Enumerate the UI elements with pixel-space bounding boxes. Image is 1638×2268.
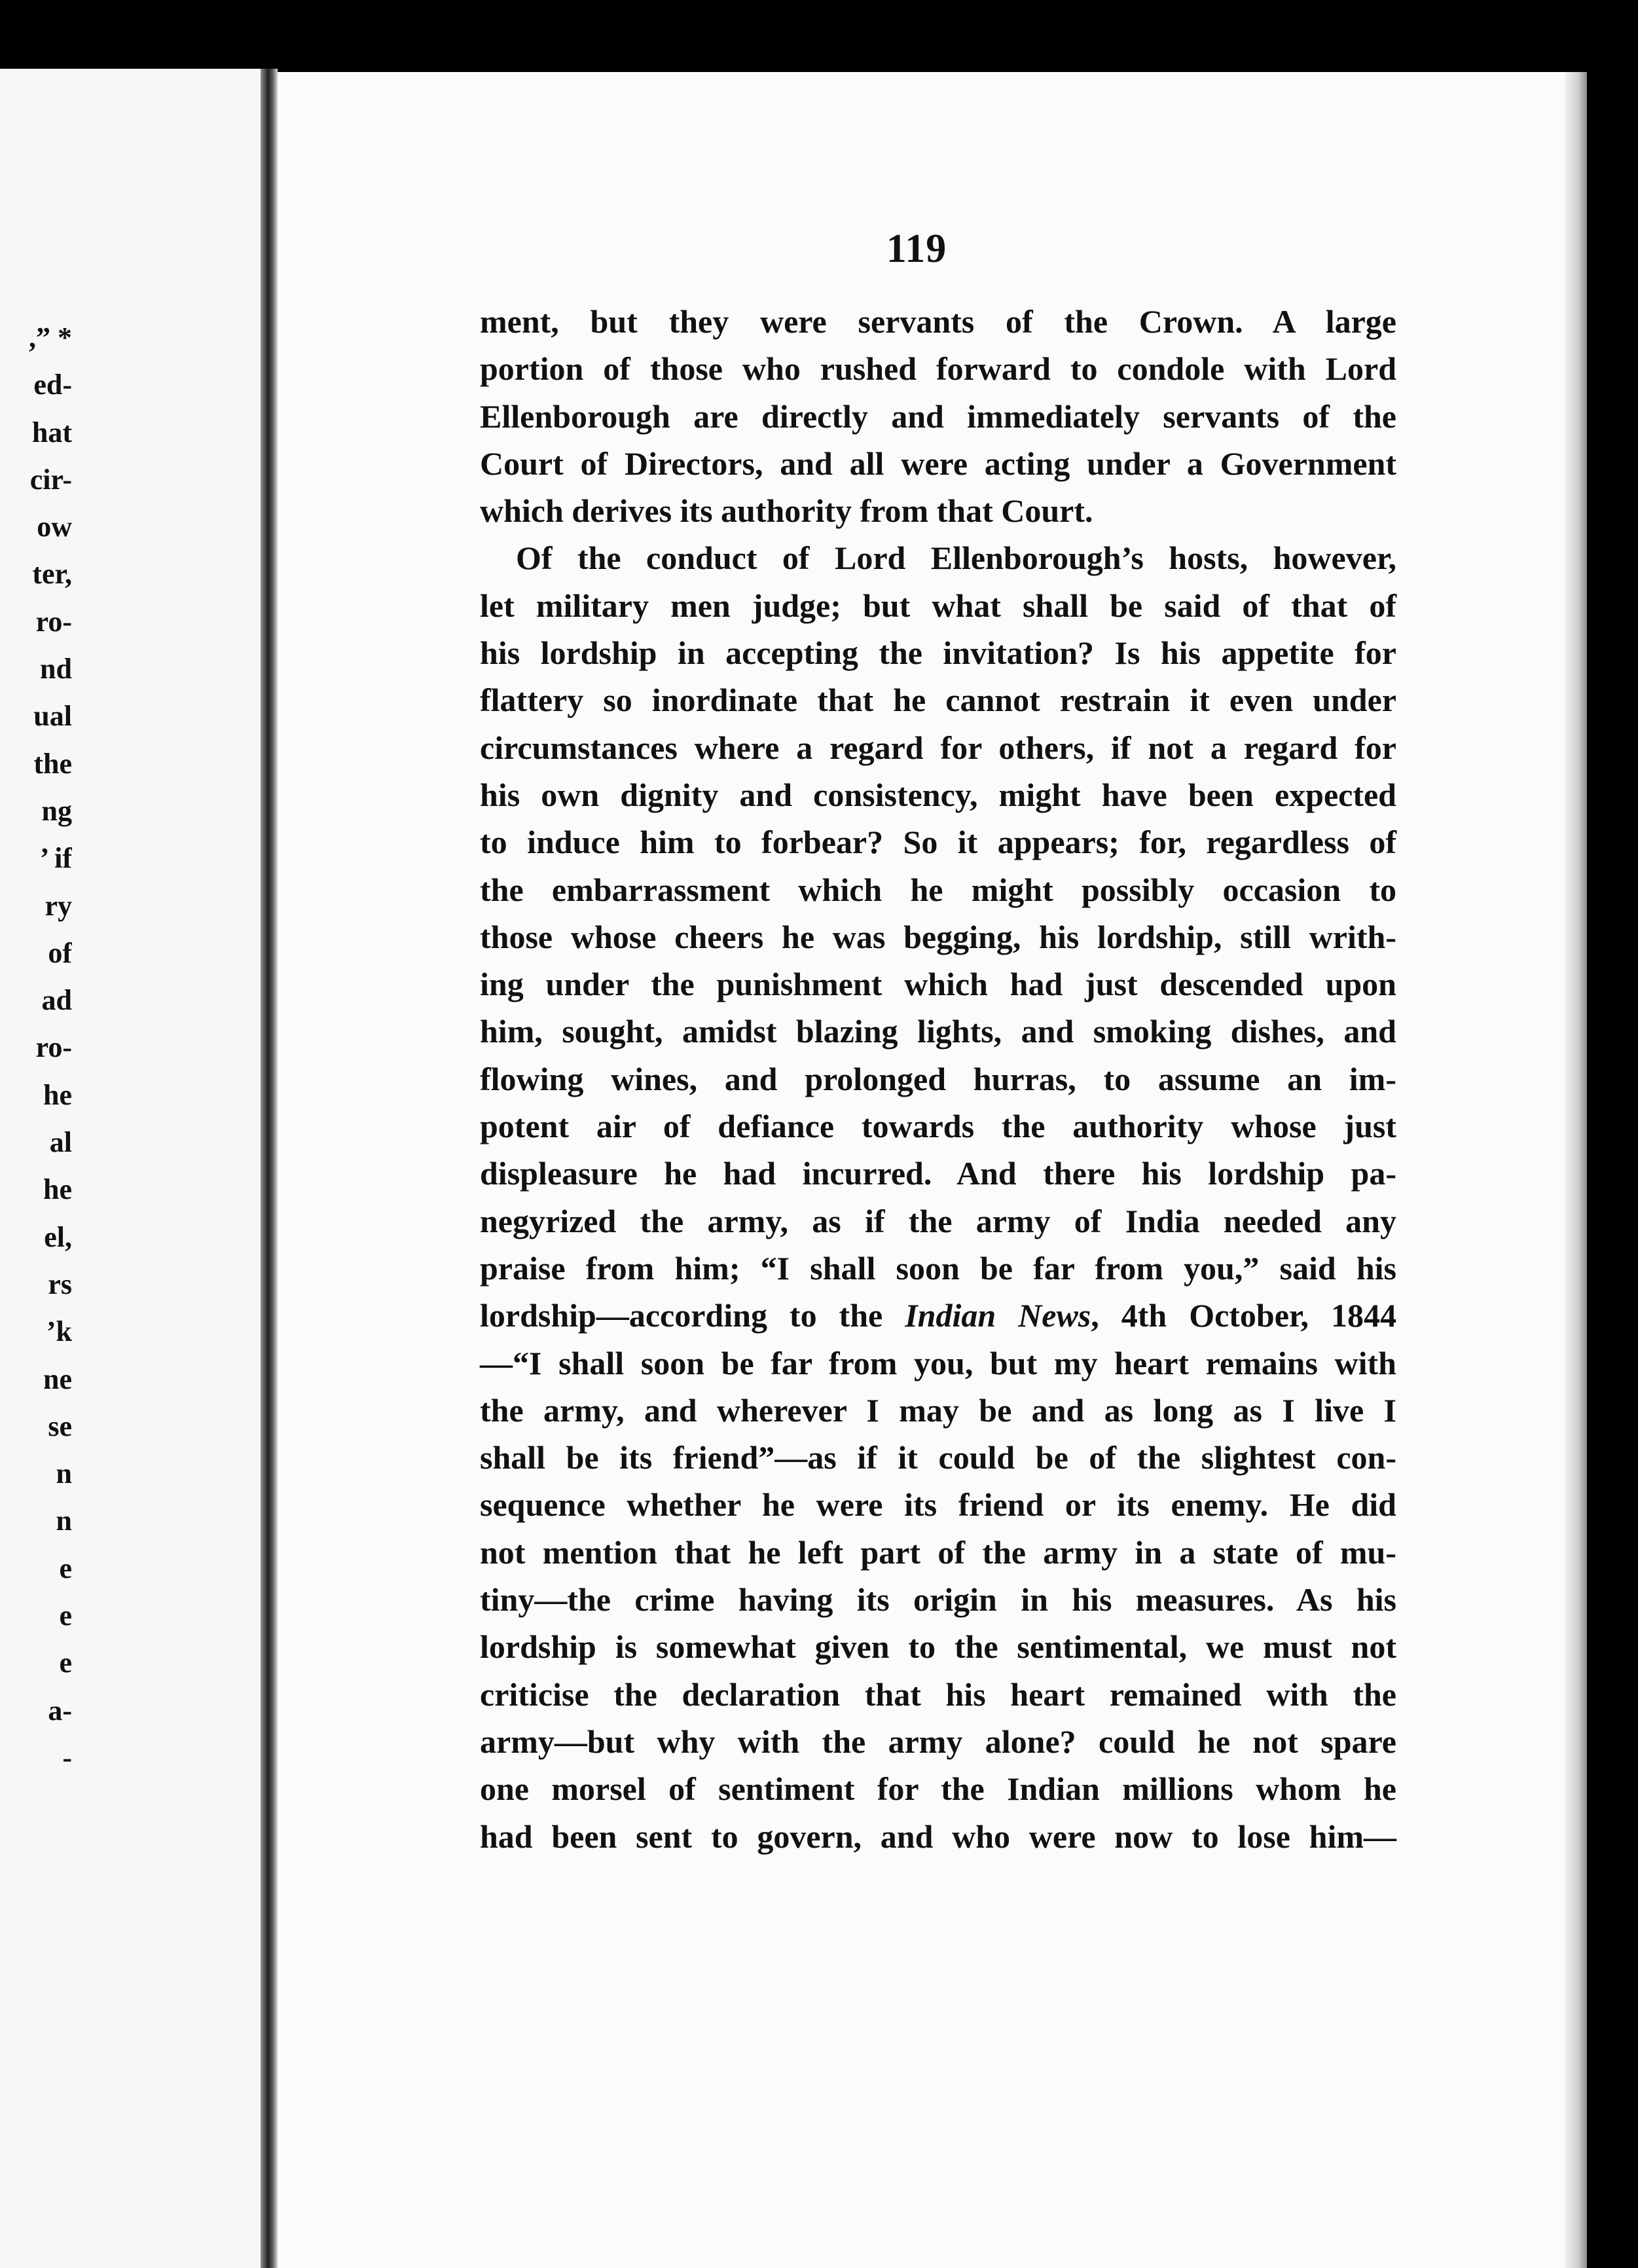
previous-page-line-fragment: ed- <box>33 369 72 401</box>
previous-page-line-fragment: of <box>48 936 72 969</box>
previous-page-line-fragment: ng <box>41 794 72 827</box>
text-line: the embarrassment which he might possibly occasion to <box>480 871 1396 908</box>
previous-page-line-fragment: el, <box>44 1220 72 1253</box>
text-line: had been sent to govern, and who were now to lose him— <box>480 1818 1396 1855</box>
previous-page-line-fragment: ual <box>33 700 72 733</box>
previous-page-line-fragment: ry <box>45 889 72 922</box>
previous-page-line-fragment: n <box>56 1457 72 1490</box>
text-line: those whose cheers he was begging, his lordship, still writh- <box>480 918 1396 955</box>
previous-page-line-fragment: ’ if <box>39 842 72 875</box>
text-line: army—but why with the army alone? could he not spare <box>480 1723 1396 1760</box>
previous-page-line-fragment: cir- <box>29 463 72 496</box>
text-line: flattery so inordinate that he cannot restrain it even under <box>480 682 1396 719</box>
body-text <box>480 298 1396 1860</box>
page-edge-shadow <box>1565 72 1587 2268</box>
previous-page-line-fragment: he <box>43 1078 72 1111</box>
text-line: not mention that he left part of the army in a state of mu- <box>480 1533 1396 1571</box>
previous-page-line-fragment: ro- <box>35 605 72 638</box>
previous-page-line-fragment: ne <box>43 1363 72 1395</box>
previous-page-line-fragment: rs <box>48 1268 72 1300</box>
text-line: the army, and wherever I may be and as long as I live I <box>480 1391 1396 1429</box>
text-line: circumstances where a regard for others, if not a regard for <box>480 729 1396 766</box>
previous-page-line-fragment: hat <box>31 416 72 448</box>
previous-page-line-fragment: al <box>49 1126 72 1159</box>
text-line-with-citation <box>480 1292 1396 1339</box>
text-line: his own dignity and consistency, might have been expected <box>480 776 1396 813</box>
previous-page-line-fragment: n <box>56 1505 72 1537</box>
text-line: Court of Directors, and all were acting under a Government <box>480 445 1396 482</box>
previous-page-line-fragment: nd <box>40 653 72 686</box>
text-line: praise from him; “I shall soon be far from you,” said his <box>480 1249 1396 1287</box>
text-line: ing under the punishment which had just descended upon <box>480 966 1396 1003</box>
previous-page-line-fragment: se <box>48 1410 72 1442</box>
previous-page-line-fragment: ow <box>37 511 72 543</box>
previous-page-line-fragment: ad <box>41 984 72 1017</box>
text-line: his lordship in accepting the invitation? Is his appetite for <box>480 634 1396 672</box>
previous-page-line-fragment: the <box>33 747 72 780</box>
previous-page-line-fragment: ter, <box>32 558 72 591</box>
previous-page-line-fragment: he <box>43 1173 72 1206</box>
text-line: —“I shall soon be far from you, but my heart remains with <box>480 1344 1396 1381</box>
text-line: ment, but they were servants of the Crown. A large <box>480 303 1396 340</box>
previous-page-line-fragment: ro- <box>35 1031 72 1064</box>
paragraph-start-line: Of the conduct of Lord Ellenborough’s hosts, however, <box>516 540 1396 577</box>
previous-page-fragment <box>0 69 262 2268</box>
newspaper-title: Indian News <box>905 1297 1091 1334</box>
book-gutter <box>261 69 278 2268</box>
previous-page-line-fragment: e <box>59 1600 72 1632</box>
text-line: tiny—the crime having its origin in his measures. As his <box>480 1581 1396 1619</box>
previous-page-line-fragment: ’k <box>46 1315 72 1348</box>
text-segment: lordship—according to the <box>480 1297 905 1334</box>
text-line: flowing wines, and prolonged hurras, to assume an im- <box>480 1060 1396 1097</box>
previous-page-line-fragment: ,” * <box>29 321 72 354</box>
text-line: to induce him to forbear? So it appears; for, regardless of <box>480 824 1396 861</box>
previous-page-cropped-text <box>0 314 72 1782</box>
text-line: one morsel of sentiment for the Indian millions whom he <box>480 1770 1396 1808</box>
text-line: lordship is somewhat given to the sentimental, we must not <box>480 1628 1396 1666</box>
text-line: which derives its authority from that Court. <box>480 492 1093 530</box>
text-line: him, sought, amidst blazing lights, and smoking dishes, and <box>480 1013 1396 1050</box>
text-line: shall be its friend”—as if it could be of the slightest con- <box>480 1439 1396 1476</box>
text-segment: , 4th October, 1844 <box>1091 1297 1397 1334</box>
text-line: negyrized the army, as if the army of India needed any <box>480 1202 1396 1239</box>
text-line: let military men judge; but what shall be said of that of <box>480 587 1396 624</box>
text-line: portion of those who rushed forward to condole with Lord <box>480 350 1396 388</box>
text-line: Ellenborough are directly and immediately servants of the <box>480 397 1396 435</box>
previous-page-line-fragment: e <box>59 1647 72 1679</box>
previous-page-line-fragment: - <box>62 1741 72 1774</box>
text-line: displeasure he had incurred. And there his lordship pa- <box>480 1155 1396 1192</box>
page-number: 119 <box>886 227 947 271</box>
text-line: criticise the declaration that his heart remained with the <box>480 1675 1396 1713</box>
previous-page-line-fragment: e <box>59 1552 72 1584</box>
previous-page-line-fragment: a- <box>48 1694 72 1727</box>
text-line: potent air of defiance towards the authority whose just <box>480 1108 1396 1145</box>
text-line: sequence whether he were its friend or its enemy. He did <box>480 1486 1396 1524</box>
